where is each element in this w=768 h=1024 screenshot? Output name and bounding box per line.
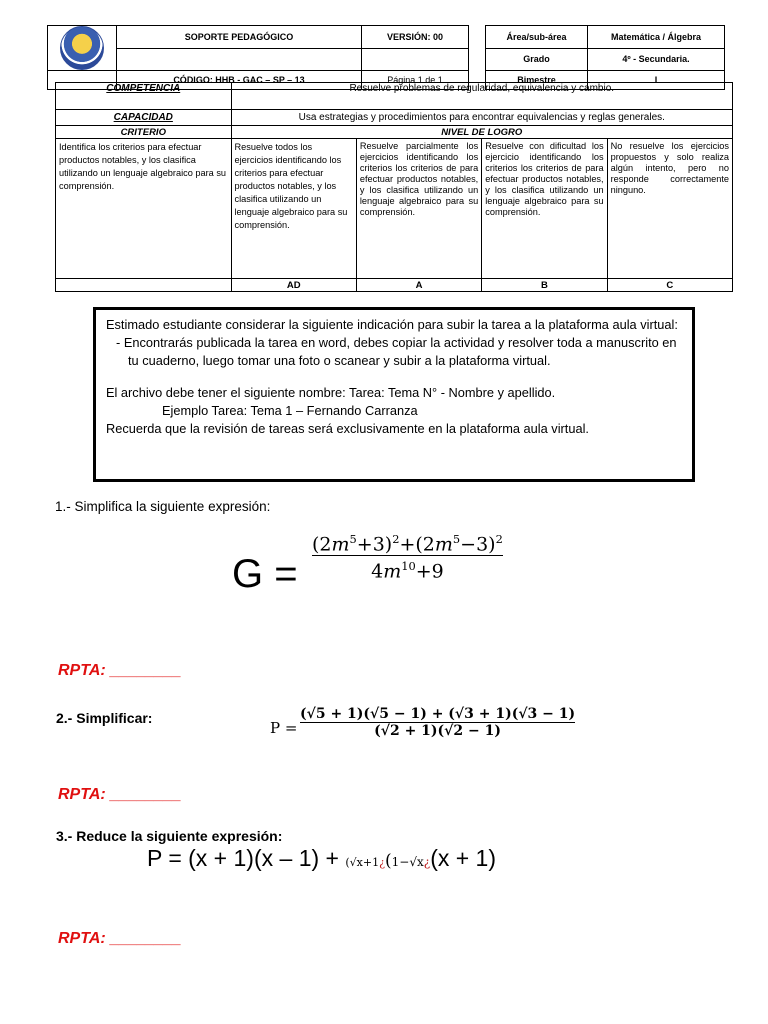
question-3-expression: P = (x + 1)(x – 1) + (√x+1¿(1−√x¿(x + 1) bbox=[147, 845, 497, 871]
level-a-code: A bbox=[356, 279, 481, 292]
notice-line-3: El archivo debe tener el siguiente nombre: Tarea: Tema N° - Nombre y apellido. bbox=[106, 385, 556, 400]
question-2-expression: (√5 + 1)(√5 − 1) + (√3 + 1)(√3 − 1) (√2 + 1)(√2 − 1) bbox=[300, 706, 576, 739]
question-1-label: 1.- Simplifica la siguiente expresión: bbox=[55, 499, 271, 514]
question-1-expression: $(2m^5+3)^2+(2m^5-3)^2$ $4m^{10}+9$ bbox=[312, 532, 503, 583]
header-page: Página 1 de 1 bbox=[362, 71, 469, 90]
term-value: I bbox=[588, 71, 725, 90]
level-a-text: Resuelve parcialmente los ejercicios identificando los criterios los criterios de para efectuar productos notables, y los clasifica utilizando un lenguaje algebraico para su comprensión. bbox=[356, 139, 481, 279]
criterio-text: Identifica los criterios para efectuar productos notables, y los clasifica utilizando un lenguaje algebraico para su comprensión. bbox=[56, 139, 232, 279]
notice-line-1: Estimado estudiante considerar la siguiente indicación para subir la tarea a la plataforma aula virtual: bbox=[106, 317, 678, 332]
level-c-code: C bbox=[607, 279, 732, 292]
school-logo-cell bbox=[48, 26, 117, 71]
capacidad-label: CAPACIDAD bbox=[113, 112, 173, 123]
competencia-label: COMPETENCIA bbox=[106, 83, 181, 94]
term-label: Bimestre bbox=[486, 71, 588, 90]
notice-line-4: Ejemplo Tarea: Tema 1 – Fernando Carranza bbox=[162, 403, 418, 418]
criterio-label: CRITERIO bbox=[56, 126, 232, 139]
capacidad-text: Usa estrategias y procedimientos para encontrar equivalencias y reglas generales. bbox=[231, 110, 732, 126]
grade-label: Grado bbox=[486, 48, 588, 71]
area-value: Matemática / Álgebra bbox=[588, 26, 725, 49]
answer-line-3: RPTA: ________ bbox=[58, 930, 182, 947]
school-logo-icon bbox=[60, 26, 104, 70]
header-version: VERSIÓN: 00 bbox=[362, 26, 469, 49]
question-2-lhs: P = bbox=[270, 719, 298, 737]
competence-table bbox=[55, 82, 733, 292]
header-code: CÓDIGO: HHB - GAC – SP – 13 bbox=[117, 71, 362, 90]
answer-line-1: RPTA: ________ bbox=[58, 662, 182, 679]
area-label: Área/sub-área bbox=[486, 26, 588, 49]
header-table bbox=[47, 25, 725, 90]
level-b-code: B bbox=[482, 279, 607, 292]
grade-value: 4º - Secundaria. bbox=[588, 48, 725, 71]
notice-line-5: Recuerda que la revisión de tareas será exclusivamente en la plataforma aula virtual. bbox=[106, 421, 589, 436]
instructions-box bbox=[93, 307, 695, 482]
question-3-label: 3.- Reduce la siguiente expresión: bbox=[56, 828, 283, 844]
notice-line-2: - Encontrarás publicada la tarea en word, debes copiar la actividad y resolver toda a manuscrito en tu cuaderno, luego tomar una foto o scanear y subir a la plataforma virtual. bbox=[116, 335, 677, 368]
question-1-lhs: G = bbox=[232, 552, 298, 596]
level-ad-text: Resuelve todos los ejercicios identificando los criterios para efectuar productos notables, y los clasifica utilizando un lenguaje algebraico para su comprensión. bbox=[231, 139, 356, 279]
competencia-text: Resuelve problemas de regularidad, equivalencia y cambio. bbox=[231, 83, 732, 110]
level-c-text: No resuelve los ejercicios propuestos y solo realiza algún intento, pero no responde correctamente ninguno. bbox=[607, 139, 732, 279]
level-ad-code: AD bbox=[231, 279, 356, 292]
header-title: SOPORTE PEDAGÓGICO bbox=[117, 26, 362, 49]
question-2-label: 2.- Simplificar: bbox=[56, 710, 153, 726]
nivel-label: NIVEL DE LOGRO bbox=[231, 126, 732, 139]
level-b-text: Resuelve con dificultad los ejercicio identificando los criterios los criterios de para efectuar productos notables, y los clasifica utilizando un lenguaje algebraico para su comprensión. bbox=[482, 139, 607, 279]
answer-line-2: RPTA: ________ bbox=[58, 786, 182, 803]
